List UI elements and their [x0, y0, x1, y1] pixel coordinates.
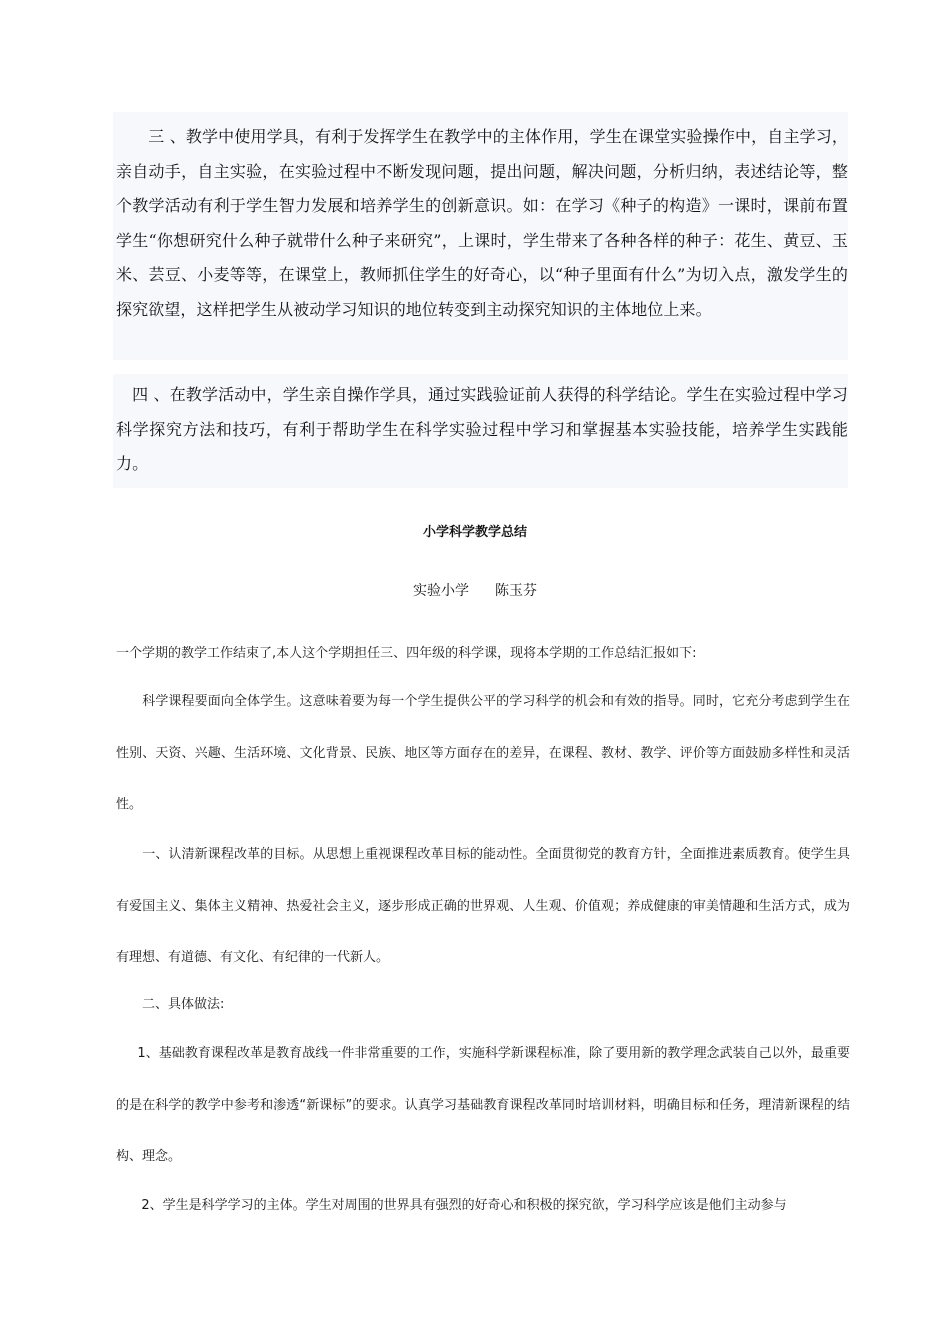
author-name: 陈玉芬	[495, 583, 537, 599]
section-four-paragraph: 四 、在教学活动中，学生亲自操作学具，通过实践验证前人获得的科学结论。学生在实验过程中学习科学探究方法和技巧，有利于帮助学生在科学实验过程中学习和掌握基本实验技能，培养学生实践能力。	[116, 385, 848, 473]
methods-heading: 二、具体做法:	[116, 997, 225, 1012]
author-school: 实验小学	[413, 583, 469, 599]
curriculum-paragraph: 科学课程要面向全体学生。这意味着要为每一个学生提供公平的学习科学的机会和有效的指导。同时，它充分考虑到学生在性别、天资、兴趣、生活环境、文化背景、民族、地区等方面存在的差异，在课程、教材、教学、评价等方面鼓励多样性和灵活性。	[116, 694, 850, 812]
method-item-2: 2、学生是科学学习的主体。学生对周围的世界具有强烈的好奇心和积极的探究欲，学习科学应该是他们主动参与	[116, 1198, 787, 1213]
document-title: 小学科学教学总结	[422, 525, 527, 540]
goal-paragraph: 一、认清新课程改革的目标。从思想上重视课程改革目标的能动性。全面贯彻党的教育方针，全面推进素质教育。使学生具有爱国主义、集体主义精神、热爱社会主义，逐步形成正确的世界观、人生观、价值观；养成健康的审美情趣和生活方式，成为有理想、有道德、有文化、有纪律的一代新人。	[116, 847, 850, 965]
author-line	[0, 580, 950, 600]
intro-paragraph: 一个学期的教学工作结束了,本人这个学期担任三、四年级的科学课，现将本学期的工作总结汇报如下:	[116, 646, 697, 661]
section-three-paragraph: 三 、教学中使用学具，有利于发挥学生在教学中的主体作用，学生在课堂实验操作中，自主学习，亲自动手，自主实验，在实验过程中不断发现问题，提出问题，解决问题，分析归纳，表述结论等，整个教学活动有利于学生智力发展和培养学生的创新意识。如：在学习《种子的构造》一课时，课前布置学生“你想研究什么种子就带什么种子来研究”，上课时，学生带来了各种各样的种子：花生、黄豆、玉米、芸豆、小麦等等，在课堂上，教师抓住学生的好奇心，以“种子里面有什么”为切入点，激发学生的探究欲望，这样把学生从被动学习知识的地位转变到主动探究知识的主体地位上来。	[116, 127, 848, 319]
method-item-1: 1、基础教育课程改革是教育战线一件非常重要的工作，实施科学新课程标准，除了要用新的教学理念武装自己以外，最重要的是在科学的教学中参考和渗透“新课标”的要求。认真学习基础教育课程改革同时培训材料，明确目标和任务，理清新课程的结构、理念。	[116, 1046, 850, 1164]
